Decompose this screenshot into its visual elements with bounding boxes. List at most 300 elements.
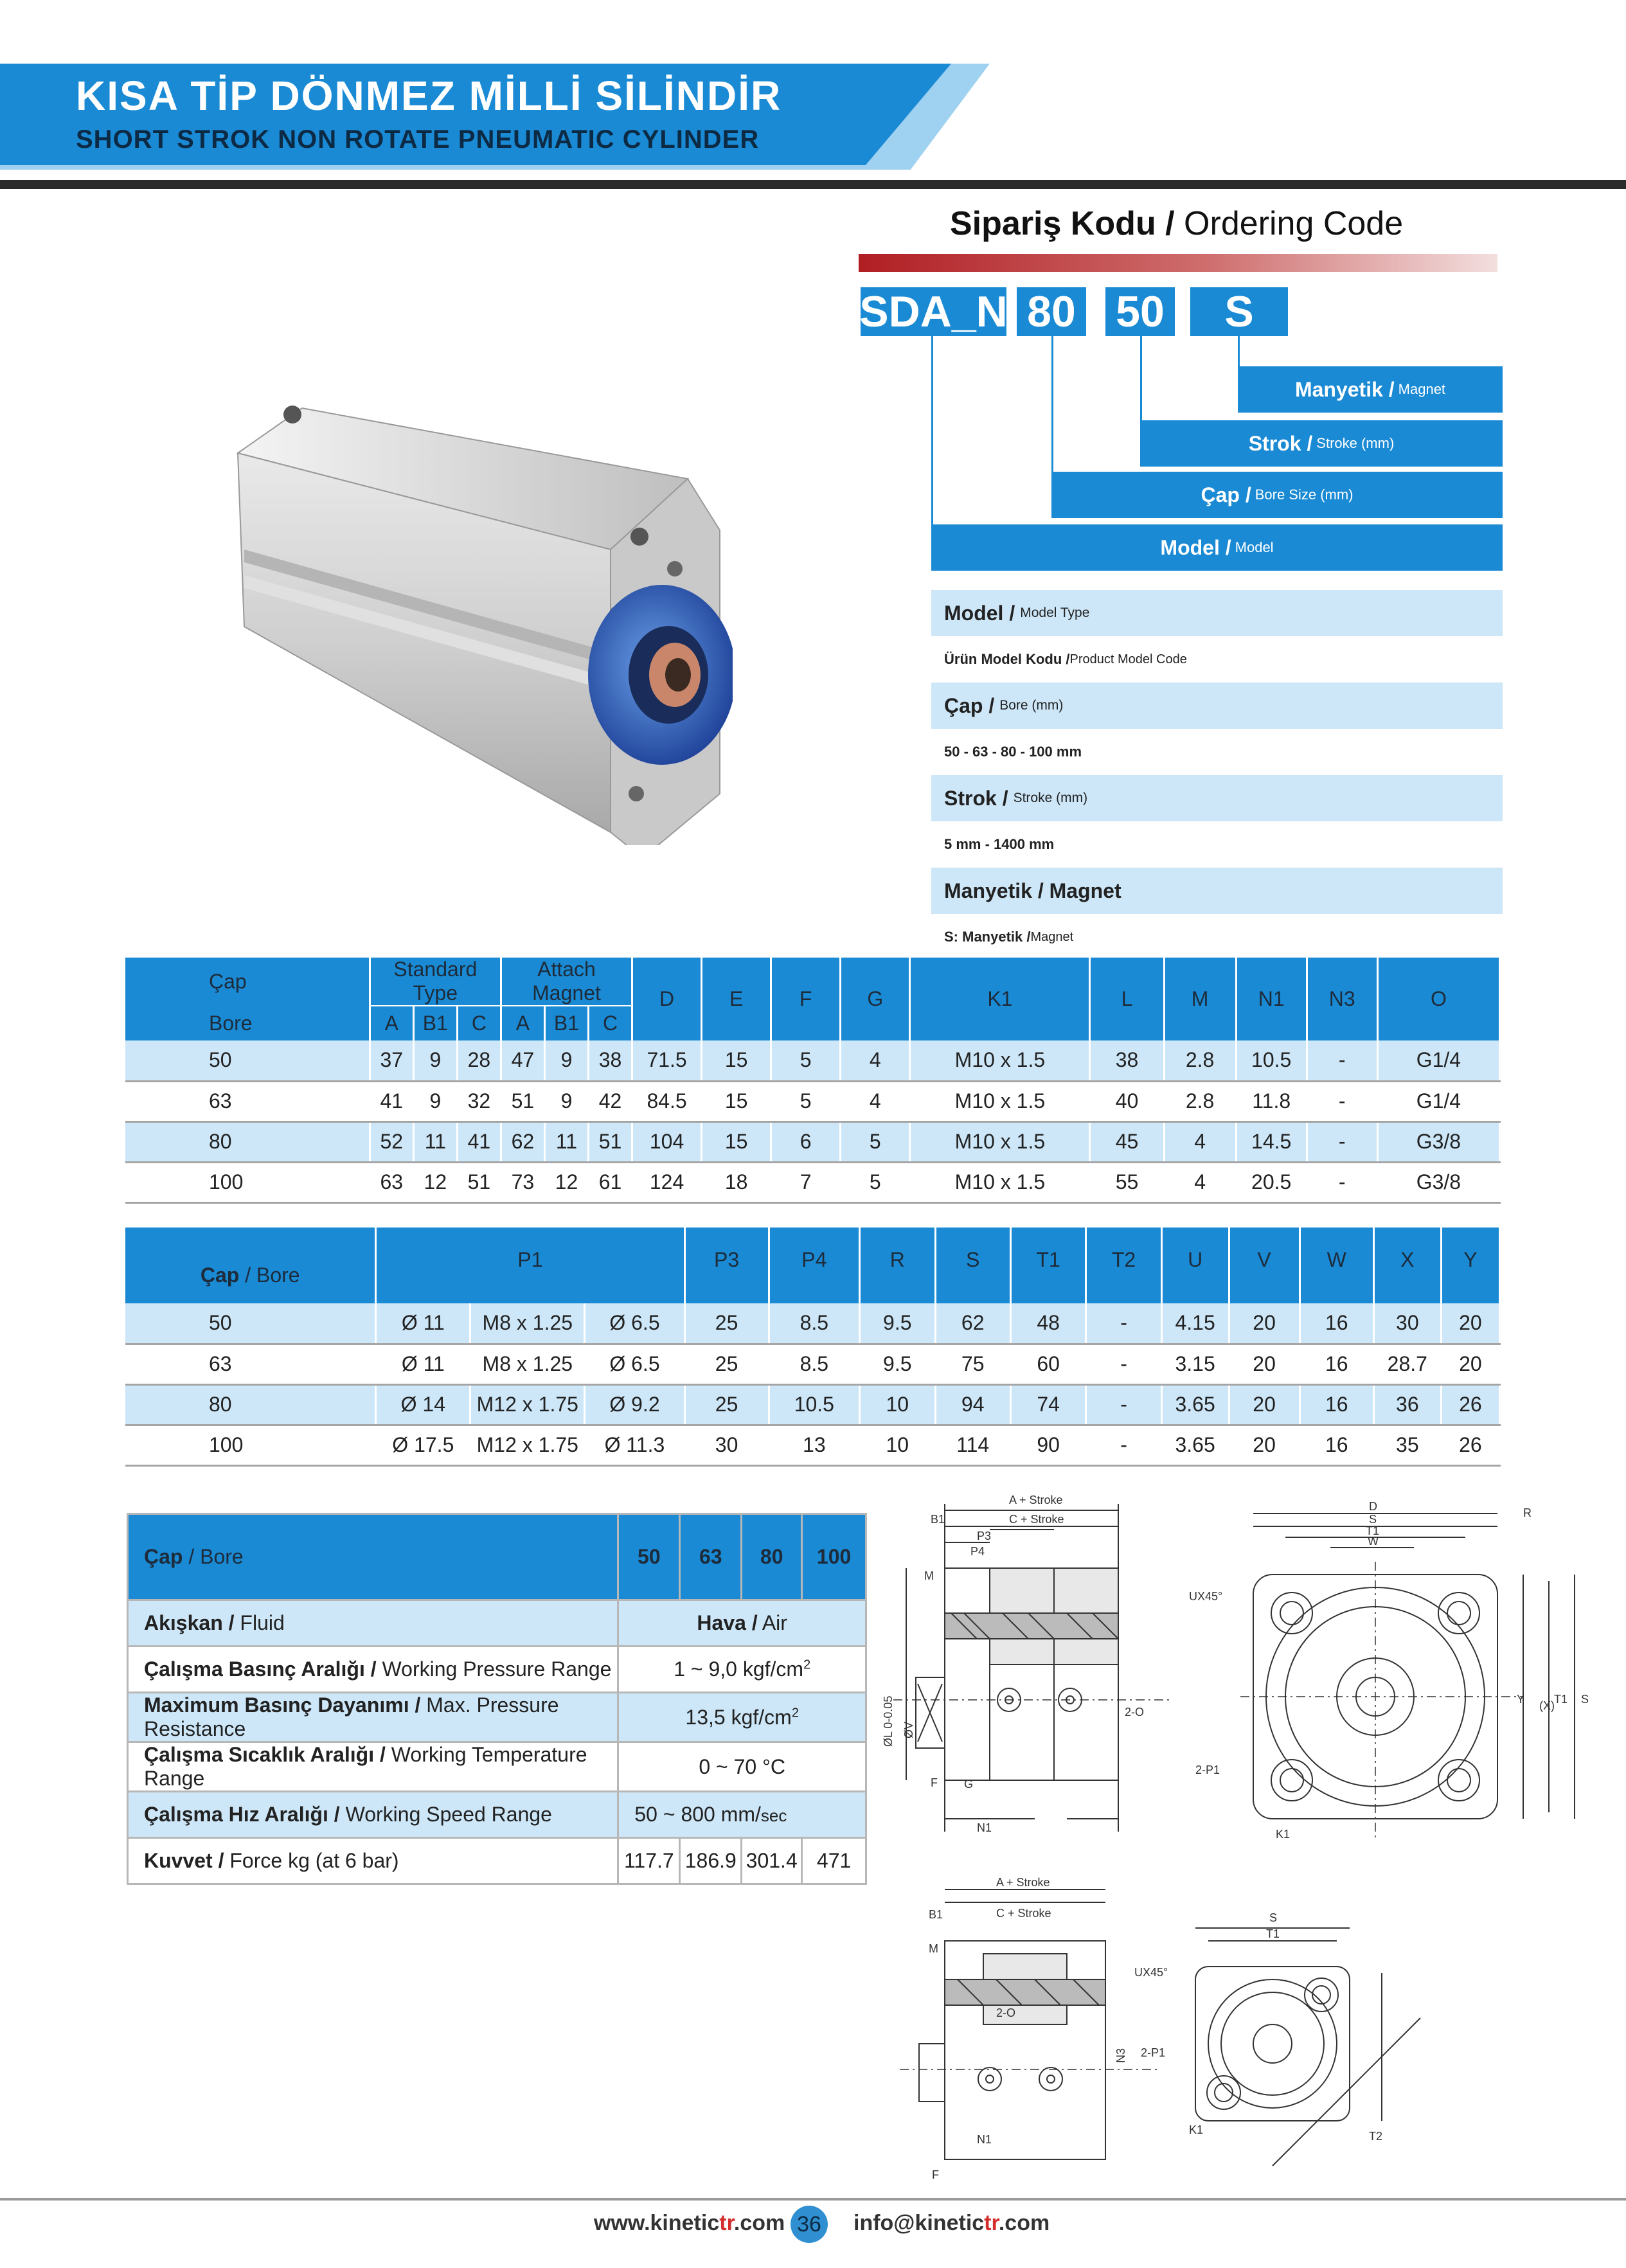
table2-cell: Ø 11.3 bbox=[585, 1425, 684, 1465]
table-row bbox=[125, 1425, 1500, 1465]
table1-cell: 4 bbox=[841, 1040, 910, 1081]
table1-cell: 11.8 bbox=[1236, 1081, 1307, 1121]
table1-cell: 4 bbox=[1164, 1121, 1236, 1162]
table1-cell: 42 bbox=[589, 1081, 632, 1121]
table2-cell: 20 bbox=[1229, 1303, 1300, 1344]
spec-pressure-rest: Working Pressure Range bbox=[376, 1657, 612, 1681]
dwg1-b1: B1 bbox=[931, 1513, 945, 1526]
t1-h-bore: Bore bbox=[125, 1006, 370, 1040]
detail-model-small: Model Type bbox=[1020, 605, 1090, 620]
table2-cell: 16 bbox=[1300, 1303, 1373, 1344]
table1-cell: 5 bbox=[771, 1040, 841, 1081]
dwg4-ux45: UX45° bbox=[1134, 1966, 1168, 1979]
table2-cell: 30 bbox=[684, 1425, 769, 1465]
t2-h-y: Y bbox=[1441, 1228, 1499, 1303]
page-title: KISA TİP DÖNMEZ MİLLİ SİLİNDİR bbox=[76, 73, 782, 119]
table1-cell: 4 bbox=[1164, 1162, 1236, 1202]
table2-cell: 25 bbox=[684, 1384, 769, 1425]
drawing-front-top bbox=[1240, 1513, 1575, 1838]
table1-cell: 2.8 bbox=[1164, 1040, 1236, 1081]
dwg2-x: (X) bbox=[1539, 1699, 1555, 1712]
table2-cell: 48 bbox=[1010, 1303, 1085, 1344]
ordering-bar-bore-small: Bore Size (mm) bbox=[1255, 487, 1354, 503]
spec-maxpressure-value-text: 13,5 kgf/cm bbox=[685, 1705, 792, 1729]
footer-web-c: .com bbox=[733, 2211, 785, 2235]
dwg4-t1: T1 bbox=[1266, 1927, 1280, 1940]
spec-force-63: 186.9 bbox=[680, 1838, 742, 1884]
table1-cell: 63 bbox=[125, 1081, 370, 1121]
dwg1-2o: 2-O bbox=[1125, 1706, 1145, 1719]
spec-h-bore-rest: / Bore bbox=[183, 1545, 244, 1568]
spec-h-63: 63 bbox=[680, 1514, 742, 1600]
table2-cell: 13 bbox=[769, 1425, 860, 1465]
table1-cell: 18 bbox=[702, 1162, 771, 1202]
table2-cell: - bbox=[1086, 1425, 1161, 1465]
table1-cell: 2.8 bbox=[1164, 1081, 1236, 1121]
table2-cell: 80 bbox=[125, 1384, 376, 1425]
table1-cell: 14.5 bbox=[1236, 1121, 1307, 1162]
ordering-gradient-bar bbox=[859, 254, 1497, 272]
table2-cell: 8.5 bbox=[769, 1344, 860, 1384]
t1-h-d: D bbox=[632, 958, 702, 1040]
table1-cell: 12 bbox=[544, 1162, 588, 1202]
spec-force-bold: Kuvvet / bbox=[144, 1849, 224, 1872]
dwg3-n3: N3 bbox=[1114, 2048, 1127, 2063]
table1-cell: 5 bbox=[771, 1081, 841, 1121]
table1-cell: G1/4 bbox=[1377, 1040, 1499, 1081]
spec-fluid-rest: Fluid bbox=[234, 1611, 285, 1634]
t2-h-bore-bold: Çap bbox=[200, 1263, 240, 1287]
t2-header-row bbox=[125, 1228, 1500, 1303]
table1-cell: 47 bbox=[501, 1040, 544, 1081]
table2-cell: 20 bbox=[1229, 1384, 1300, 1425]
dwg2-d: D bbox=[1369, 1500, 1377, 1513]
dwg1-ol: ØL 0-0.05 bbox=[882, 1695, 895, 1747]
spec-fluid-value bbox=[618, 1600, 866, 1647]
table2-cell: M12 x 1.75 bbox=[470, 1384, 585, 1425]
connector-magnet bbox=[1238, 336, 1240, 368]
table2-cell: 74 bbox=[1010, 1384, 1085, 1425]
dwg3-n1: N1 bbox=[977, 2133, 992, 2146]
spec-header-row bbox=[128, 1514, 866, 1600]
table1-cell: 51 bbox=[457, 1162, 501, 1202]
dwg1-p4: P4 bbox=[970, 1545, 985, 1558]
spec-pressure-bold: Çalışma Basınç Aralığı / bbox=[144, 1657, 377, 1681]
drawing-front-bottom bbox=[1195, 1928, 1420, 2166]
table1-cell: 9 bbox=[413, 1040, 457, 1081]
t1-h-l: L bbox=[1090, 958, 1164, 1040]
dwg3-b1: B1 bbox=[929, 1908, 943, 1921]
table2-cell: 10 bbox=[860, 1384, 935, 1425]
table2-cell: Ø 14 bbox=[376, 1384, 470, 1425]
spec-maxpressure-label bbox=[128, 1693, 618, 1742]
ordering-bar-model-small: Model bbox=[1235, 539, 1274, 555]
t2-body bbox=[125, 1303, 1500, 1465]
dwg1-p3: P3 bbox=[977, 1530, 992, 1542]
spec-row-pressure bbox=[128, 1647, 866, 1693]
table2-cell: 26 bbox=[1441, 1425, 1499, 1465]
spec-temperature-value: 0 ~ 70 °C bbox=[618, 1742, 866, 1792]
table1-cell: 51 bbox=[589, 1121, 632, 1162]
table1-cell: 32 bbox=[457, 1081, 501, 1121]
detail-bore-value-bold: 50 - 63 - 80 - 100 mm bbox=[944, 744, 1082, 760]
table1-cell: - bbox=[1307, 1162, 1377, 1202]
table1-cell: 50 bbox=[125, 1040, 370, 1081]
ordering-bar-stroke-bold: Strok / bbox=[1248, 431, 1313, 455]
dwg4-s: S bbox=[1269, 1911, 1278, 1924]
detail-stroke-value bbox=[931, 821, 1503, 868]
table1-cell: 20.5 bbox=[1236, 1162, 1307, 1202]
spec-h-100: 100 bbox=[802, 1514, 866, 1600]
table2-cell: 26 bbox=[1441, 1384, 1499, 1425]
table-row bbox=[125, 1344, 1500, 1384]
detail-stroke-small: Stroke (mm) bbox=[1013, 790, 1088, 805]
t1-h-mag-a: A bbox=[501, 1006, 544, 1040]
spec-row-fluid bbox=[128, 1600, 866, 1647]
spec-maxpressure-value bbox=[618, 1693, 866, 1742]
detail-magnet-value-rest: Magnet bbox=[1030, 929, 1074, 944]
dwg3-2o: 2-O bbox=[996, 2006, 1016, 2019]
ordering-bar-magnet-small: Magnet bbox=[1398, 381, 1446, 397]
table2-cell: 30 bbox=[1373, 1303, 1441, 1344]
table1-cell: 6 bbox=[771, 1121, 841, 1162]
drawing-front-bottom-labels bbox=[1134, 1911, 1382, 2143]
table2-cell: 75 bbox=[935, 1344, 1010, 1384]
ordering-title-rest: Ordering Code bbox=[1174, 205, 1404, 242]
t1-h-std-a: A bbox=[370, 1006, 413, 1040]
dwg2-t1: T1 bbox=[1366, 1524, 1380, 1537]
table2-cell: 3.65 bbox=[1161, 1425, 1229, 1465]
table2-cell: 50 bbox=[125, 1303, 376, 1344]
table1-cell: 100 bbox=[125, 1162, 370, 1202]
t1-h-cap: Çap bbox=[125, 958, 370, 1006]
table-row bbox=[125, 1081, 1500, 1121]
detail-magnet-value bbox=[931, 914, 1503, 960]
table2-cell: 10 bbox=[860, 1425, 935, 1465]
t1-h-mag-b1: B1 bbox=[544, 1006, 588, 1040]
detail-model-label bbox=[931, 590, 1503, 636]
drawing-side-bottom bbox=[900, 1889, 1157, 2159]
footer-mail-a: info@kinetic bbox=[853, 2211, 985, 2235]
t1-h-standard: Standard Type bbox=[370, 958, 501, 1006]
table1-cell: 4 bbox=[841, 1081, 910, 1121]
table1-cell: 80 bbox=[125, 1121, 370, 1162]
ordering-bar-bore-bold: Çap / bbox=[1201, 483, 1251, 506]
t1-h-g: G bbox=[841, 958, 910, 1040]
table1-cell: 9 bbox=[413, 1081, 457, 1121]
detail-magnet-value-bold: S: Manyetik / bbox=[944, 929, 1031, 945]
t2-h-v: V bbox=[1229, 1228, 1300, 1303]
ordering-bar-magnet-bold: Manyetik / bbox=[1294, 377, 1395, 401]
dimension-table-1 bbox=[125, 958, 1501, 1204]
table2-cell: M8 x 1.25 bbox=[470, 1303, 585, 1344]
table1-cell: 38 bbox=[589, 1040, 632, 1081]
table1-cell: G3/8 bbox=[1377, 1121, 1499, 1162]
table2-cell: - bbox=[1086, 1303, 1161, 1344]
t1-h-f: F bbox=[771, 958, 841, 1040]
table1-cell: 73 bbox=[501, 1162, 544, 1202]
spec-fluid-label bbox=[128, 1600, 618, 1647]
table1-cell: M10 x 1.5 bbox=[910, 1081, 1090, 1121]
table1-cell: 61 bbox=[589, 1162, 632, 1202]
table2-cell: 36 bbox=[1373, 1384, 1441, 1425]
t2-h-p1: P1 bbox=[376, 1228, 684, 1303]
detail-model-bold: Model / bbox=[944, 601, 1015, 625]
t2-h-t1: T1 bbox=[1010, 1228, 1085, 1303]
table1-cell: 55 bbox=[1090, 1162, 1164, 1202]
dwg3-f: F bbox=[932, 2168, 939, 2181]
table2-cell: 4.15 bbox=[1161, 1303, 1229, 1344]
table2-cell: 94 bbox=[935, 1384, 1010, 1425]
footer-divider bbox=[0, 2198, 1626, 2201]
table1-cell: 12 bbox=[413, 1162, 457, 1202]
dwg1-g: G bbox=[964, 1778, 974, 1790]
table1-cell: 28 bbox=[457, 1040, 501, 1081]
footer-web-b: tr bbox=[719, 2211, 734, 2235]
table1-cell: 84.5 bbox=[632, 1081, 702, 1121]
t2-h-t2: T2 bbox=[1086, 1228, 1161, 1303]
detail-stroke-label bbox=[931, 775, 1503, 821]
table1-cell: 71.5 bbox=[632, 1040, 702, 1081]
dwg2-y: Y bbox=[1517, 1693, 1525, 1706]
spec-fluid-value-rest: Air bbox=[757, 1611, 787, 1634]
table1-cell: 41 bbox=[457, 1121, 501, 1162]
dwg3-c-stroke: C + Stroke bbox=[996, 1907, 1051, 1920]
header-divider bbox=[0, 180, 1626, 189]
drawing-side-bottom-labels bbox=[929, 1876, 1127, 2181]
footer-web-a: www.kinetic bbox=[594, 2211, 720, 2235]
table2-cell: 63 bbox=[125, 1344, 376, 1384]
table1-cell: - bbox=[1307, 1040, 1377, 1081]
code-magnet: S bbox=[1190, 287, 1288, 336]
table1-cell: 41 bbox=[370, 1081, 413, 1121]
table1-cell: 15 bbox=[702, 1081, 771, 1121]
table2-cell: 60 bbox=[1010, 1344, 1085, 1384]
spec-fluid-value-bold: Hava / bbox=[697, 1611, 758, 1634]
dwg2-k1: K1 bbox=[1276, 1828, 1291, 1841]
table2-cell: Ø 17.5 bbox=[376, 1425, 470, 1465]
table2-cell: 20 bbox=[1441, 1303, 1499, 1344]
connector-model bbox=[931, 336, 933, 526]
detail-magnet-bold: Manyetik / Magnet bbox=[944, 879, 1121, 902]
code-stroke: 50 bbox=[1105, 287, 1175, 336]
spec-row-force bbox=[128, 1838, 866, 1884]
page-number: 36 bbox=[791, 2206, 828, 2243]
t1-body bbox=[125, 1040, 1500, 1202]
detail-bore-value bbox=[931, 729, 1503, 775]
table2-cell: Ø 9.2 bbox=[585, 1384, 684, 1425]
t1-h-m: M bbox=[1164, 958, 1236, 1040]
table2-cell: 16 bbox=[1300, 1384, 1373, 1425]
spec-speed-label bbox=[128, 1792, 618, 1838]
t2-h-s: S bbox=[935, 1228, 1010, 1303]
table1-cell: 38 bbox=[1090, 1040, 1164, 1081]
spec-temperature-label bbox=[128, 1742, 618, 1792]
table2-cell: - bbox=[1086, 1384, 1161, 1425]
dwg3-a-stroke: A + Stroke bbox=[996, 1876, 1050, 1889]
dwg3-m: M bbox=[929, 1942, 938, 1955]
spec-row-temperature bbox=[128, 1742, 866, 1792]
t2-h-bore-rest: / Bore bbox=[239, 1263, 300, 1287]
table2-cell: 3.65 bbox=[1161, 1384, 1229, 1425]
spec-pressure-value bbox=[618, 1647, 866, 1693]
table1-cell: 7 bbox=[771, 1162, 841, 1202]
spec-temperature-bold: Çalışma Sıcaklık Aralığı / bbox=[144, 1743, 386, 1766]
table1-cell: 15 bbox=[702, 1121, 771, 1162]
dimension-table-2 bbox=[125, 1228, 1501, 1467]
dwg4-t2: T2 bbox=[1369, 2130, 1383, 2143]
dwg4-2p1: 2-P1 bbox=[1141, 2046, 1166, 2059]
table-row bbox=[125, 1384, 1500, 1425]
table1-cell: 124 bbox=[632, 1162, 702, 1202]
t2-h-x: X bbox=[1373, 1228, 1441, 1303]
t1-h-std-b1: B1 bbox=[413, 1006, 457, 1040]
t1-h-n1: N1 bbox=[1236, 958, 1307, 1040]
footer-website[interactable] bbox=[594, 2211, 785, 2236]
t1-h-o: O bbox=[1377, 958, 1499, 1040]
ordering-bar-stroke-small: Stroke (mm) bbox=[1316, 435, 1395, 451]
dwg2-r: R bbox=[1523, 1506, 1532, 1519]
detail-bore-small: Bore (mm) bbox=[999, 698, 1064, 713]
dwg1-m: M bbox=[924, 1569, 934, 1582]
ordering-details bbox=[931, 590, 1503, 960]
table2-cell: Ø 11 bbox=[376, 1344, 470, 1384]
table2-cell: 114 bbox=[935, 1425, 1010, 1465]
dwg2-w: W bbox=[1368, 1535, 1379, 1548]
spec-pressure-sup: 2 bbox=[803, 1657, 811, 1672]
spec-pressure-value-text: 1 ~ 9,0 kgf/cm bbox=[674, 1657, 804, 1681]
table2-cell: 20 bbox=[1229, 1344, 1300, 1384]
detail-stroke-bold: Strok / bbox=[944, 786, 1008, 810]
ordering-title bbox=[950, 204, 1403, 243]
table1-cell: 15 bbox=[702, 1040, 771, 1081]
t2-h-bore bbox=[125, 1228, 376, 1303]
detail-model-value bbox=[931, 636, 1503, 683]
table-row bbox=[125, 1162, 1500, 1202]
spec-force-80: 301.4 bbox=[742, 1838, 802, 1884]
t1-h-std-c: C bbox=[457, 1006, 501, 1040]
table1-cell: - bbox=[1307, 1121, 1377, 1162]
t1-h-e: E bbox=[702, 958, 771, 1040]
table1-cell: 5 bbox=[841, 1162, 910, 1202]
spec-row-maxpressure bbox=[128, 1693, 866, 1742]
spec-speed-value-text: 50 ~ 800 mm/ bbox=[634, 1803, 761, 1826]
ordering-bar-model-bold: Model / bbox=[1160, 535, 1231, 559]
table2-cell: 90 bbox=[1010, 1425, 1085, 1465]
product-image bbox=[231, 382, 733, 845]
t1-h-mag-c: C bbox=[589, 1006, 632, 1040]
t2-h-p3: P3 bbox=[684, 1228, 769, 1303]
t2-h-p4: P4 bbox=[769, 1228, 860, 1303]
dwg1-n1: N1 bbox=[977, 1821, 992, 1834]
spec-maxpressure-rest: Max. Pressure Resistance bbox=[144, 1693, 559, 1740]
detail-model-value-bold: Ürün Model Kodu / bbox=[944, 651, 1070, 667]
spec-h-bore-bold: Çap bbox=[144, 1545, 183, 1568]
page-subtitle: SHORT STROK NON ROTATE PNEUMATIC CYLINDER bbox=[76, 125, 760, 154]
spec-h-80: 80 bbox=[742, 1514, 802, 1600]
table1-cell: M10 x 1.5 bbox=[910, 1040, 1090, 1081]
table1-cell: G1/4 bbox=[1377, 1081, 1499, 1121]
dwg1-ov: ØV bbox=[902, 1721, 915, 1738]
ordering-bar-bore bbox=[1051, 472, 1503, 518]
table1-cell: 9 bbox=[544, 1040, 588, 1081]
spec-temperature-rest: Working Temperature Range bbox=[144, 1743, 587, 1790]
table1-cell: 5 bbox=[841, 1121, 910, 1162]
spec-speed-value bbox=[618, 1792, 866, 1838]
spec-fluid-bold: Akışkan / bbox=[144, 1611, 235, 1634]
table1-cell: M10 x 1.5 bbox=[910, 1121, 1090, 1162]
table1-cell: 11 bbox=[413, 1121, 457, 1162]
table2-cell: Ø 6.5 bbox=[585, 1344, 684, 1384]
table2-cell: 10.5 bbox=[769, 1384, 860, 1425]
footer-mail-b: tr bbox=[984, 2211, 999, 2235]
detail-bore-bold: Çap / bbox=[944, 693, 995, 717]
dwg2-s: S bbox=[1369, 1513, 1377, 1526]
detail-stroke-value-bold: 5 mm - 1400 mm bbox=[944, 836, 1055, 852]
table1-cell: 37 bbox=[370, 1040, 413, 1081]
dwg1-c-stroke: C + Stroke bbox=[1009, 1513, 1064, 1526]
table2-cell: 20 bbox=[1229, 1425, 1300, 1465]
spec-h-50: 50 bbox=[618, 1514, 680, 1600]
table-row bbox=[125, 1303, 1500, 1344]
code-bore: 80 bbox=[1017, 287, 1086, 336]
table2-cell: 9.5 bbox=[860, 1303, 935, 1344]
ordering-bar-magnet bbox=[1238, 366, 1503, 413]
detail-magnet-label bbox=[931, 868, 1503, 914]
table2-cell: M12 x 1.75 bbox=[470, 1425, 585, 1465]
spec-force-rest: Force kg (at 6 bar) bbox=[224, 1849, 399, 1872]
table1-cell: 51 bbox=[501, 1081, 544, 1121]
table1-cell: 63 bbox=[370, 1162, 413, 1202]
table1-cell: 9 bbox=[544, 1081, 588, 1121]
spec-pressure-label bbox=[128, 1647, 618, 1693]
t2-h-r: R bbox=[860, 1228, 935, 1303]
t1-h-n3: N3 bbox=[1307, 958, 1377, 1040]
table2-cell: 20 bbox=[1441, 1344, 1499, 1384]
table2-cell: 100 bbox=[125, 1425, 376, 1465]
detail-model-value-rest: Product Model Code bbox=[1069, 652, 1187, 666]
table2-cell: 16 bbox=[1300, 1344, 1373, 1384]
table2-cell: - bbox=[1086, 1344, 1161, 1384]
table-row bbox=[125, 1121, 1500, 1162]
table2-cell: 25 bbox=[684, 1303, 769, 1344]
footer-email[interactable] bbox=[853, 2211, 1050, 2236]
spec-force-100: 471 bbox=[802, 1838, 866, 1884]
drawing-front-top-labels bbox=[1189, 1500, 1589, 1841]
t2-h-w: W bbox=[1300, 1228, 1373, 1303]
technical-drawings bbox=[880, 1491, 1613, 2192]
dwg2-2p1: 2-P1 bbox=[1195, 1764, 1220, 1776]
dwg2-ux45: UX45° bbox=[1189, 1590, 1223, 1603]
table2-cell: 25 bbox=[684, 1344, 769, 1384]
spec-speed-value-small: sec bbox=[760, 1806, 787, 1825]
footer-mail-c: .com bbox=[998, 2211, 1050, 2235]
table1-cell: 52 bbox=[370, 1121, 413, 1162]
ordering-title-bold: Sipariş Kodu / bbox=[950, 205, 1175, 242]
table2-cell: 8.5 bbox=[769, 1303, 860, 1344]
table1-cell: 104 bbox=[632, 1121, 702, 1162]
code-model: SDA_N bbox=[859, 287, 1008, 336]
table2-cell: 28.7 bbox=[1373, 1344, 1441, 1384]
spec-force-label bbox=[128, 1838, 618, 1884]
spec-h-bore bbox=[128, 1514, 618, 1600]
table1-cell: G3/8 bbox=[1377, 1162, 1499, 1202]
table1-cell: 40 bbox=[1090, 1081, 1164, 1121]
table2-cell: Ø 6.5 bbox=[585, 1303, 684, 1344]
t1-header-row-1 bbox=[125, 958, 1500, 1006]
ordering-bar-model bbox=[931, 524, 1503, 571]
dwg1-a-stroke: A + Stroke bbox=[1009, 1494, 1063, 1506]
